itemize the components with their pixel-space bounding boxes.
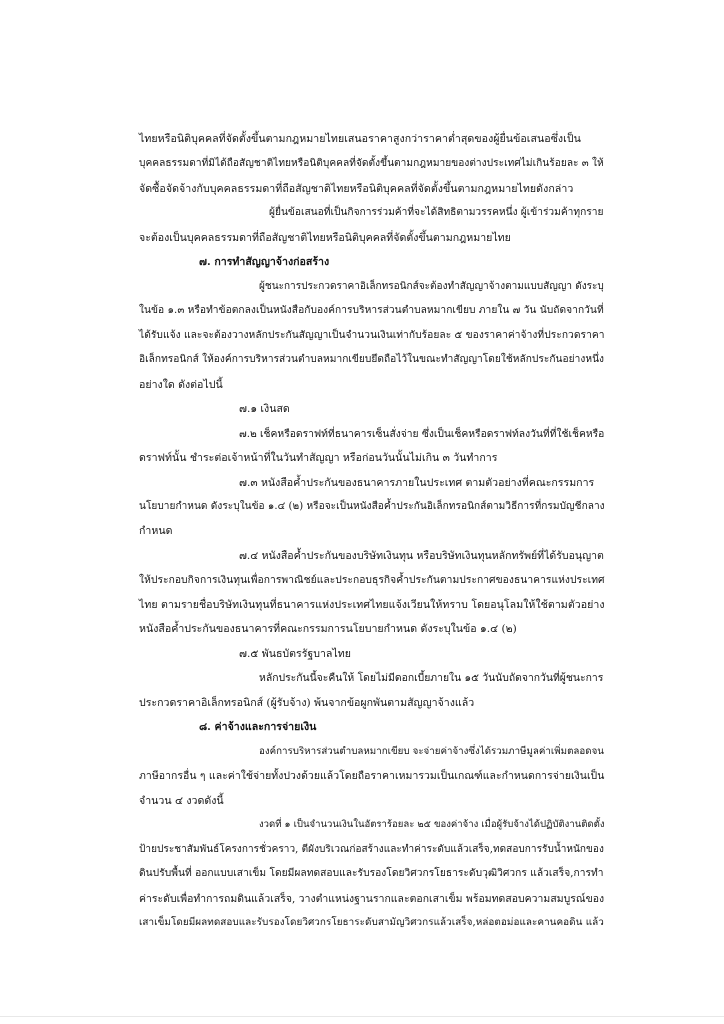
text-line: อย่างใด ดังต่อไปนี้: [139, 379, 223, 391]
list-item-7-5: ๗.๕ พันธบัตรรัฐบาลไทย: [239, 648, 351, 660]
text-line: องค์การบริหารส่วนตำบลหมากเขียบ จะจ่ายค่าจ้างซึ่งได้รวมภาษีมูลค่าเพิ่มตลอดจน: [259, 746, 604, 757]
section-heading-7: ๗. การทำสัญญาจ้างก่อสร้าง: [199, 256, 330, 268]
list-item-7-4: ๗.๔ หนังสือค้ำประกันของบริษัทเงินทุน หรือบริษัทเงินทุนหลักทรัพย์ที่ได้รับอนุญาต: [239, 550, 604, 562]
text-line: หนังสือค้ำประกันของธนาคารที่คณะกรรมการนโยบายกำหนด ดังระบุในข้อ ๑.๔ (๒): [139, 623, 517, 635]
section-heading-8: ๘. ค่าจ้างและการจ่ายเงิน: [199, 721, 317, 733]
text-line: ผู้ชนะการประกวดราคาอิเล็กทรอนิกส์จะต้องทำสัญญาจ้างตามแบบสัญญา ดังระบุ: [259, 281, 604, 292]
text-line: จำนวน ๔ งวดดังนี้: [139, 795, 224, 807]
text-line: ดราฟท์นั้น ชำระต่อเจ้าหน้าที่ในวันทำสัญญา หรือก่อนวันนั้นไม่เกิน ๓ วันทำการ: [139, 452, 498, 464]
text-line: ป้ายประชาสัมพันธ์โครงการชั่วคราว, ตีผังบริเวณก่อสร้างและทำค่าระดับแล้วเสร็จ,ทดสอบการรับน้ำหนักของ: [139, 844, 604, 855]
list-item-7-1: ๗.๑ เงินสด: [239, 403, 290, 415]
text-line: ในข้อ ๑.๓ หรือทำข้อตกลงเป็นหนังสือกับองค์การบริหารส่วนตำบลหมากเขียบ ภายใน ๗ วัน นับถัดจากวันที่: [139, 305, 604, 316]
text-line: ไทย ตามรายชื่อบริษัทเงินทุนที่ธนาคารแห่งประเทศไทยแจ้งเวียนให้ทราบ โดยอนุโลมให้ใช้ตามตัวอย่าง: [139, 599, 605, 611]
text-line: นโยบายกำหนด ดังระบุในข้อ ๑.๔ (๒) หรือจะเป็นหนังสือค้ำประกันอิเล็กทรอนิกส์ตามวิธีการที่กรมบัญชีกลาง: [139, 501, 605, 512]
text-line: บุคคลธรรมดาที่มิได้ถือสัญชาติไทยหรือนิติบุคคลที่จัดตั้งขึ้นตามกฎหมายของต่างประเทศไม่เกินร้อยละ ๓ ให้: [139, 158, 604, 169]
text-line: จัดซื้อจัดจ้างกับบุคคลธรรมดาที่ถือสัญชาติไทยหรือนิติบุคคลที่จัดตั้งขึ้นตามกฎหมายไทยดังกล่าว: [139, 183, 574, 195]
list-item-7-3: ๗.๓ หนังสือค้ำประกันของธนาคารภายในประเทศ ตามตัวอย่างที่คณะกรรมการ: [239, 477, 595, 489]
text-line: กำหนด: [139, 525, 173, 537]
text-line: หลักประกันนี้จะคืนให้ โดยไม่มีดอกเบี้ยภายใน ๑๕ วันนับถัดจากวันที่ผู้ชนะการ: [259, 672, 604, 684]
text-line: จะต้องเป็นบุคคลธรรมดาที่ถือสัญชาติไทยหรือนิติบุคคลที่จัดตั้งขึ้นตามกฎหมายไทย: [139, 232, 511, 244]
text-line: อิเล็กทรอนิกส์ ให้องค์การบริหารส่วนตำบลหมากเขียบยึดถือไว้ในขณะทำสัญญาโดยใช้หลักประกันอย่างหนึ่ง: [139, 354, 605, 365]
text-line: งวดที่ ๑ เป็นจำนวนเงินในอัตราร้อยละ ๒๕ ของค่าจ้าง เมื่อผู้รับจ้างได้ปฏิบัติงานติดตั้ง: [259, 819, 605, 830]
text-line: ผู้ยื่นข้อเสนอที่เป็นกิจการร่วมค้าที่จะได้สิทธิตามวรรคหนึ่ง ผู้เข้าร่วมค้าทุกราย: [269, 207, 604, 218]
text-line: ได้รับแจ้ง และจะต้องวางหลักประกันสัญญาเป็นจำนวนเงินเท่ากับร้อยละ ๕ ของราคาค่าจ้างที่ประกวดราคา: [139, 330, 605, 341]
text-line: ประกวดราคาอิเล็กทรอนิกส์ (ผู้รับจ้าง) พ้นจากข้อผูกพันตามสัญญาจ้างแล้ว: [139, 697, 475, 709]
text-line: ดินปรับพื้นที่ ออกแบบเสาเข็ม โดยมีผลทดสอบและรับรองโดยวิศวกรโยธาระดับวุฒิวิศวกร แล้วเสร็จ,การทำ: [139, 868, 604, 879]
text-line: ให้ประกอบกิจการเงินทุนเพื่อการพาณิชย์และประกอบธุรกิจค้ำประกันตามประกาศของธนาคารแห่งประเทศ: [139, 574, 605, 586]
text-line: ไทยหรือนิติบุคคลที่จัดตั้งขึ้นตามกฎหมายไทยเสนอราคาสูงกว่าราคาต่ำสุดของผู้ยื่นข้อเสนอซึ่งเป็น: [139, 133, 581, 145]
text-line: ภาษีอากรอื่น ๆ และค่าใช้จ่ายทั้งปวงด้วยแล้วโดยถือราคาเหมารวมเป็นเกณฑ์และกำหนดการจ่ายเงินเป็น: [139, 770, 605, 782]
scan-edge-divider: [0, 1016, 724, 1017]
list-item-7-2: ๗.๒ เช็คหรือดราฟท์ที่ธนาคารเซ็นสั่งจ่าย ซึ่งเป็นเช็คหรือดราฟท์ลงวันที่ที่ใช้เช็คหรือ: [239, 428, 605, 440]
text-line: ค่าระดับเพื่อทำการถมดินแล้วเสร็จ, วางตำแหน่งฐานรากและตอกเสาเข็ม พร้อมทดสอบความสมบูรณ์ของ: [139, 893, 605, 905]
text-line: เสาเข็มโดยมีผลทดสอบและรับรองโดยวิศวกรโยธาระดับสามัญวิศวกรแล้วเสร็จ,หล่อตอม่อและคานคอดิน แล้ว: [139, 917, 604, 928]
